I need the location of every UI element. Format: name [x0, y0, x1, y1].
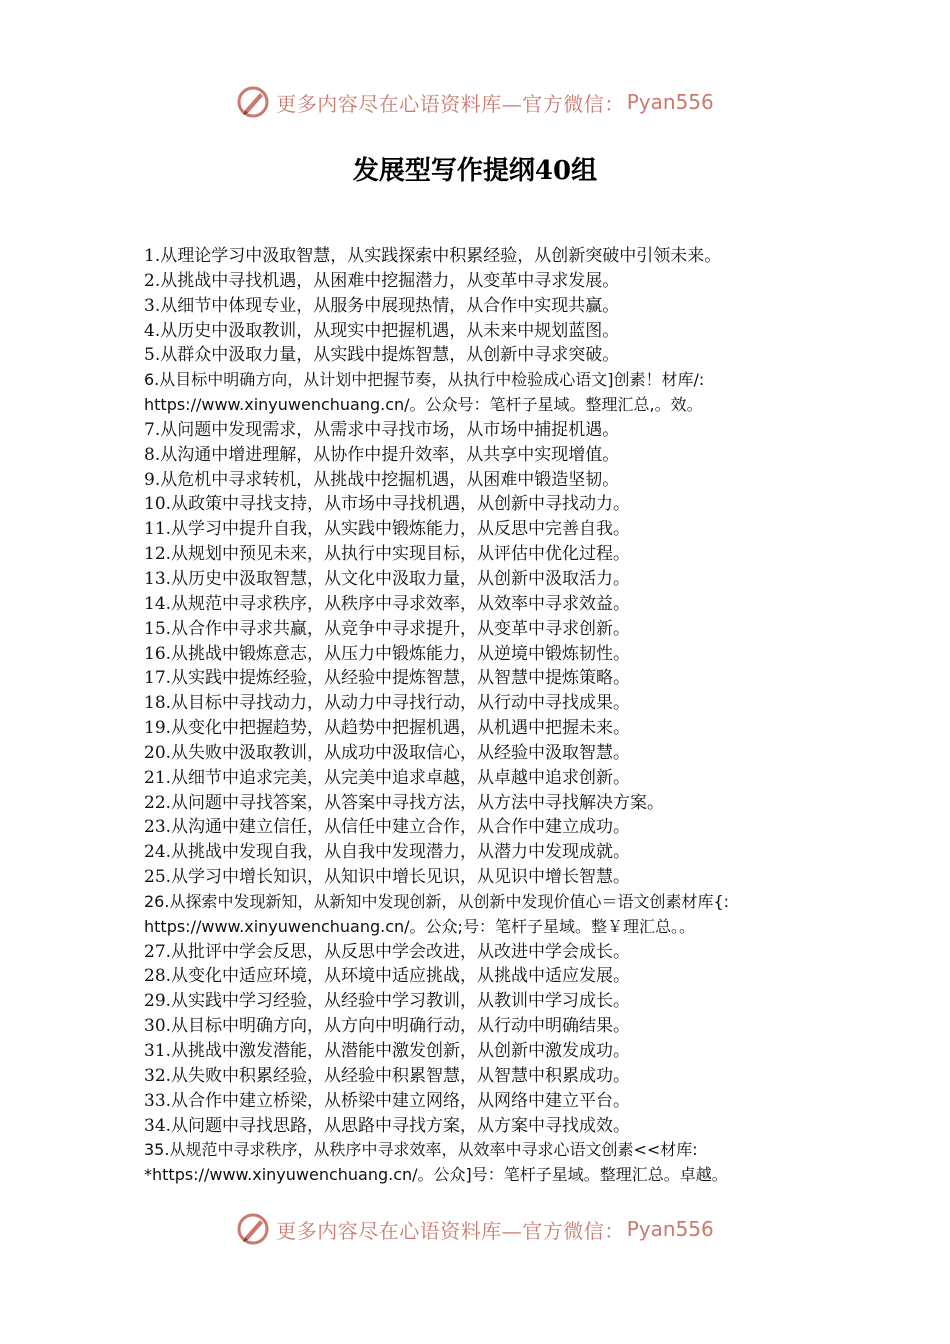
banner-wechat-id: Pyan556 — [626, 90, 714, 114]
outline-line: 34.从问题中寻找思路，从思路中寻找方案，从方案中寻找成效。 — [144, 1115, 631, 1136]
banner-wechat-id: Pyan556 — [626, 1217, 714, 1241]
outline-line: https://www.xinyuwenchuang.cn/。公众;号：笔杆子星域。整￥理汇总。。 — [144, 916, 695, 936]
outline-line: 23.从沟通中建立信任，从信任中建立合作，从合作中建立成功。 — [144, 817, 631, 838]
outline-line: 35.从规范中寻求秩序，从秩序中寻求效率，从效率中寻求心语文创素<<材库: — [144, 1140, 698, 1160]
outline-line: 13.从历史中汲取智慧，从文化中汲取力量，从创新中汲取活力。 — [144, 568, 631, 589]
outline-line: 15.从合作中寻求共赢，从竞争中寻求提升，从变革中寻求创新。 — [144, 618, 631, 639]
outline-line: 22.从问题中寻找答案，从答案中寻找方法，从方法中寻找解决方案。 — [144, 792, 665, 813]
banner-text: 更多内容尽在心语资料库—官方微信： — [276, 1218, 625, 1243]
outline-line: 20.从失败中汲取教训，从成功中汲取信心，从经验中汲取智慧。 — [144, 742, 631, 763]
outline-line: 30.从目标中明确方向，从方向中明确行动，从行动中明确结果。 — [144, 1016, 631, 1037]
outline-line: 2.从挑战中寻找机遇，从困难中挖掘潜力，从变革中寻求发展。 — [144, 270, 620, 291]
outline-line: 12.从规划中预见未来，从执行中实现目标，从评估中优化过程。 — [144, 544, 631, 565]
outline-line: https://www.xinyuwenchuang.cn/。公众号：笔杆子星域。整理汇总,。效。 — [144, 395, 703, 415]
outline-line: 9.从危机中寻求转机，从挑战中挖掘机遇，从困难中锻造坚韧。 — [144, 469, 620, 490]
outline-line: 11.从学习中提升自我，从实践中锻炼能力，从反思中完善自我。 — [144, 519, 631, 540]
header-watermark-banner — [0, 82, 950, 122]
outline-line: 1.从理论学习中汲取智慧，从实践探索中积累经验，从创新突破中引领未来。 — [144, 246, 722, 266]
outline-line: 8.从沟通中增进理解，从协作中提升效率，从共享中实现增值。 — [144, 444, 620, 465]
outline-line: 14.从规范中寻求秩序，从秩序中寻求效率，从效率中寻求效益。 — [144, 593, 631, 614]
outline-line: *https://www.xinyuwenchuang.cn/。公众]号：笔杆子星域。整理汇总。卓越。 — [144, 1165, 728, 1185]
outline-line: 4.从历史中汲取教训，从现实中把握机遇，从未来中规划蓝图。 — [144, 320, 620, 341]
outline-line: 29.从实践中学习经验，从经验中学习教训，从教训中学习成长。 — [144, 991, 631, 1012]
outline-line: 26.从探索中发现新知，从新知中发现创新，从创新中发现价值心＝语文创素材库{: — [144, 891, 730, 911]
pen-logo-icon — [236, 85, 270, 119]
outline-line: 21.从细节中追求完美，从完美中追求卓越，从卓越中追求创新。 — [144, 767, 631, 788]
outline-line: 18.从目标中寻找动力，从动力中寻找行动，从行动中寻找成果。 — [144, 693, 631, 714]
outline-line: 27.从批评中学会反思，从反思中学会改进，从改进中学会成长。 — [144, 941, 631, 962]
outline-line: 32.从失败中积累经验，从经验中积累智慧，从智慧中积累成功。 — [144, 1065, 631, 1086]
outline-line: 17.从实践中提炼经验，从经验中提炼智慧，从智慧中提炼策略。 — [144, 668, 631, 689]
outline-line: 24.从挑战中发现自我，从自我中发现潜力，从潜力中发现成就。 — [144, 842, 631, 863]
outline-list — [144, 244, 864, 1188]
banner-text: 更多内容尽在心语资料库—官方微信： — [276, 91, 625, 116]
outline-line: 33.从合作中建立桥梁，从桥梁中建立网络，从网络中建立平台。 — [144, 1090, 631, 1111]
outline-line: 28.从变化中适应环境，从环境中适应挑战，从挑战中适应发展。 — [144, 966, 631, 987]
outline-line: 5.从群众中汲取力量，从实践中提炼智慧，从创新中寻求突破。 — [144, 345, 620, 366]
pen-logo-icon — [236, 1212, 270, 1246]
outline-line: 19.从变化中把握趋势，从趋势中把握机遇，从机遇中把握未来。 — [144, 718, 631, 739]
outline-line: 3.从细节中体现专业，从服务中展现热情，从合作中实现共赢。 — [144, 295, 620, 316]
outline-line: 7.从问题中发现需求，从需求中寻找市场，从市场中捕捉机遇。 — [144, 419, 620, 440]
footer-watermark-banner — [0, 1209, 950, 1249]
outline-line: 6.从目标中明确方向，从计划中把握节奏，从执行中检验成心语文]创素！材库/: — [144, 370, 705, 390]
outline-line: 10.从政策中寻找支持，从市场中寻找机遇，从创新中寻找动力。 — [144, 494, 631, 515]
outline-line: 31.从挑战中激发潜能，从潜能中激发创新，从创新中激发成功。 — [144, 1041, 631, 1061]
page-title: 发展型写作提纲40组 — [352, 156, 598, 186]
outline-line: 25.从学习中增长知识，从知识中增长见识，从见识中增长智慧。 — [144, 867, 631, 888]
outline-line: 16.从挑战中锻炼意志，从压力中锻炼能力，从逆境中锻炼韧性。 — [144, 643, 631, 664]
